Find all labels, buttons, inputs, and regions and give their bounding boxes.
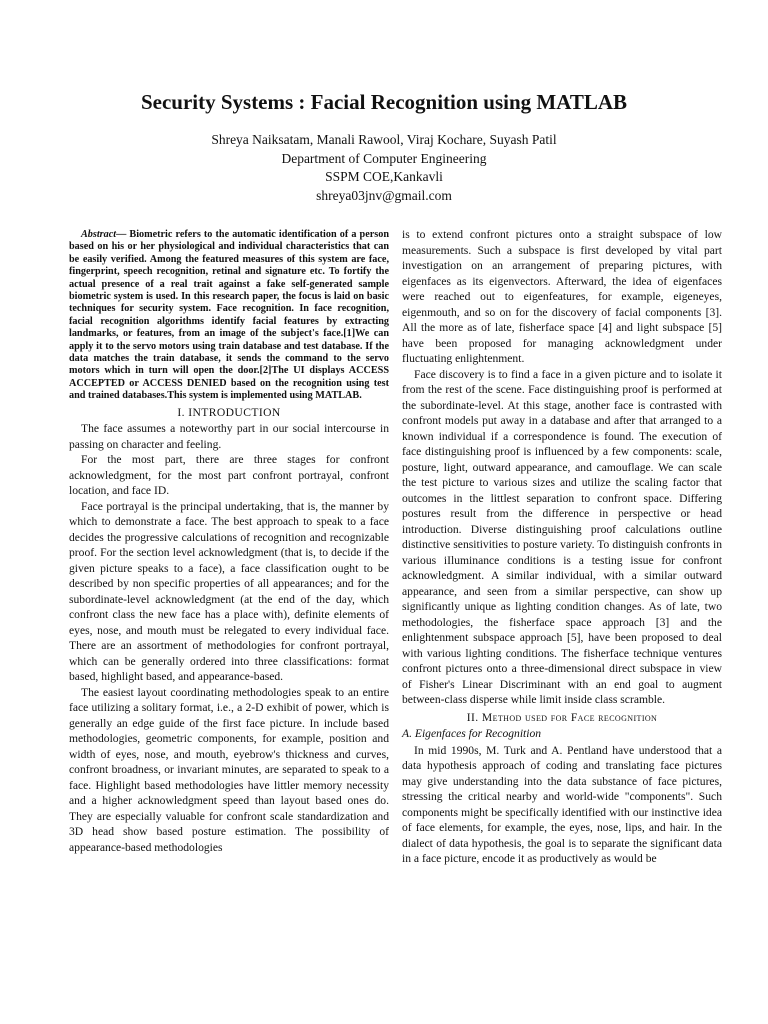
section-2-heading: II. Method used for Face recognition [466, 710, 658, 724]
author-block [0, 131, 768, 205]
author-email: shreya03jnv@gmail.com [316, 187, 452, 203]
abstract-label: Abstract [81, 229, 117, 240]
author-department: Department of Computer Engineering [281, 150, 487, 166]
intro-paragraph-4: The easiest layout coordinating methodologies speak to an entire face utilizing a solitary format, i.e., a 2-D exhibit of power, which is generally an edge guide of the first face picture. In include based methodologies, geometric components, for example, position and width of eyes, nose, and mouth, eyebrow's thickness and curves, confront broadness, or invariant minutes, are separated to speak to a face. Highlight based methodologies have littler memory necessity and a higher acknowledgment speed than layout based ones do. They are especially valuable for confront scale standardization and 3D head show based posture estimation. The possibility of appearance-based methodologies [69, 685, 389, 854]
left-column [69, 229, 389, 855]
section-1-heading: I. INTRODUCTION [177, 405, 281, 419]
author-names: Shreya Naiksatam, Manali Rawool, Viraj Kochare, Suyash Patil [211, 132, 557, 147]
intro-paragraph-4-continued: is to extend confront pictures onto a straight subspace of low measurements. Such a subspace is first developed by vital part investigation on an arrangement of preparing pictures, with eigenfaces as its eigenvectors. Afterward, the idea of eigenfaces were reached out to eigenfeatures, for example, eigeneyes, eigenmouth, and so on for the discovery of facial components [3]. All the more as of late, fisherface space [4] and light subspace [5] have been proposed for managing acknowledgment under fluctuating enlightenment. [402, 228, 722, 365]
method-paragraph-1: In mid 1990s, M. Turk and A. Pentland have understood that a data hypothesis approach of coding and translating face pictures may give understanding into the data substance of face pictures, stressing the critical nearby and world-wide "components". Such components might be specifically identified with our instinctive idea of face elements, for example, the eyes, nose, lips, and hair. In the dialect of data hypothesis, the goal is to separate the significant data in a face picture, encode it as productively as would be [402, 743, 722, 865]
author-institution: SSPM COE,Kankavli [325, 169, 443, 184]
intro-paragraph-5: Face discovery is to find a face in a given picture and to isolate it from the rest of the scene. Face distinguishing proof is performed at the subordinate-level. At this stage, another face is contrasted with confront models put away in a database and after that arranged to a known individual if a correspondence is found. The execution of face distinguishing proof is influenced by a few components: scale, posture, light, outward appearance, and camouflage. We can scale the test picture to various sizes and utilize the scaling factor that outcomes in the littlest separation to confront space. Differing postures result from the difference in perspective or head introduction. Diverse distinguishing proof calculations outline distinctive sensitivities to posture variety. To distinguish confronts in various iIluminance conditions is a testing issue for confront acknowledgment. A similar individual, with a similar outward appearance, and seen from a similar perspective, can show up significantly unique as lighting condition changes. As of late, two methodologies, the fisherface space approach [3] and the enlightenment subspace approach [5], have been proposed to deal with various lighting conditions. The fisherface technique ventures confront pictures onto a three-dimensional direct subspace in view of Fisher's Linear Discriminant with an end goal to augment between-class disperse while limit inside class scramble. [402, 367, 722, 706]
intro-paragraph-2: For the most part, there are three stages for confront acknowledgment, for the most part confront portrayal, confront location, and face ID. [69, 453, 389, 498]
intro-paragraph-3: Face portrayal is the principal undertaking, that is, the manner by which to demonstrate a face. The best approach to speak to a face decides the progressive calculations of recognition and recognizable proof. For the section level acknowledgment (that is, to decide if the given picture speaks to a face), a face classification ought to be described by non specific properties of all appearances; and for the subordinate-level acknowledgment (at the end of the day, which confront class the new face has a place with), definite elements of eyes, nose, and mouth must be relegated to every individual face. There are an assortment of methodologies for confront portrayal, which can be generally ordered into three classifications: format based, highlight based, and appearance-based. [69, 499, 389, 684]
subsection-heading: A. Eigenfaces for Recognition [402, 727, 542, 740]
abstract-text: — Biometric refers to the automatic identification of a person based on his or her physiological and individual characteristics that can be easily verified. Among the featured measures of this system are face, fingerprint, speech recognition, retinal and signature etc. To fortify the actual presence of a real trait against a fake self-generated sample biometric system is used. In this research paper, the focus is laid on basic techniques for security system. Face recognition. In face recognition, facial recognition algorithms identify facial features by extracting landmarks, or features, from an image of the subject's face.[1]We can apply it to the servo motors using train database and test database. If the data matches the train database, it sends the command to the servo motors which in turn will open the door.[2]The UI displays ACCESS ACCEPTED or ACCESS DENIED based on the recognition using test and trained databases.This system is implemented using MATLAB. [69, 229, 389, 402]
right-column [402, 227, 722, 867]
abstract [69, 229, 389, 403]
intro-paragraph-1: The face assumes a noteworthy part in our social intercourse in passing on character and feeling. [69, 422, 389, 451]
paper-title: Security Systems : Facial Recognition using MATLAB [140, 90, 628, 114]
